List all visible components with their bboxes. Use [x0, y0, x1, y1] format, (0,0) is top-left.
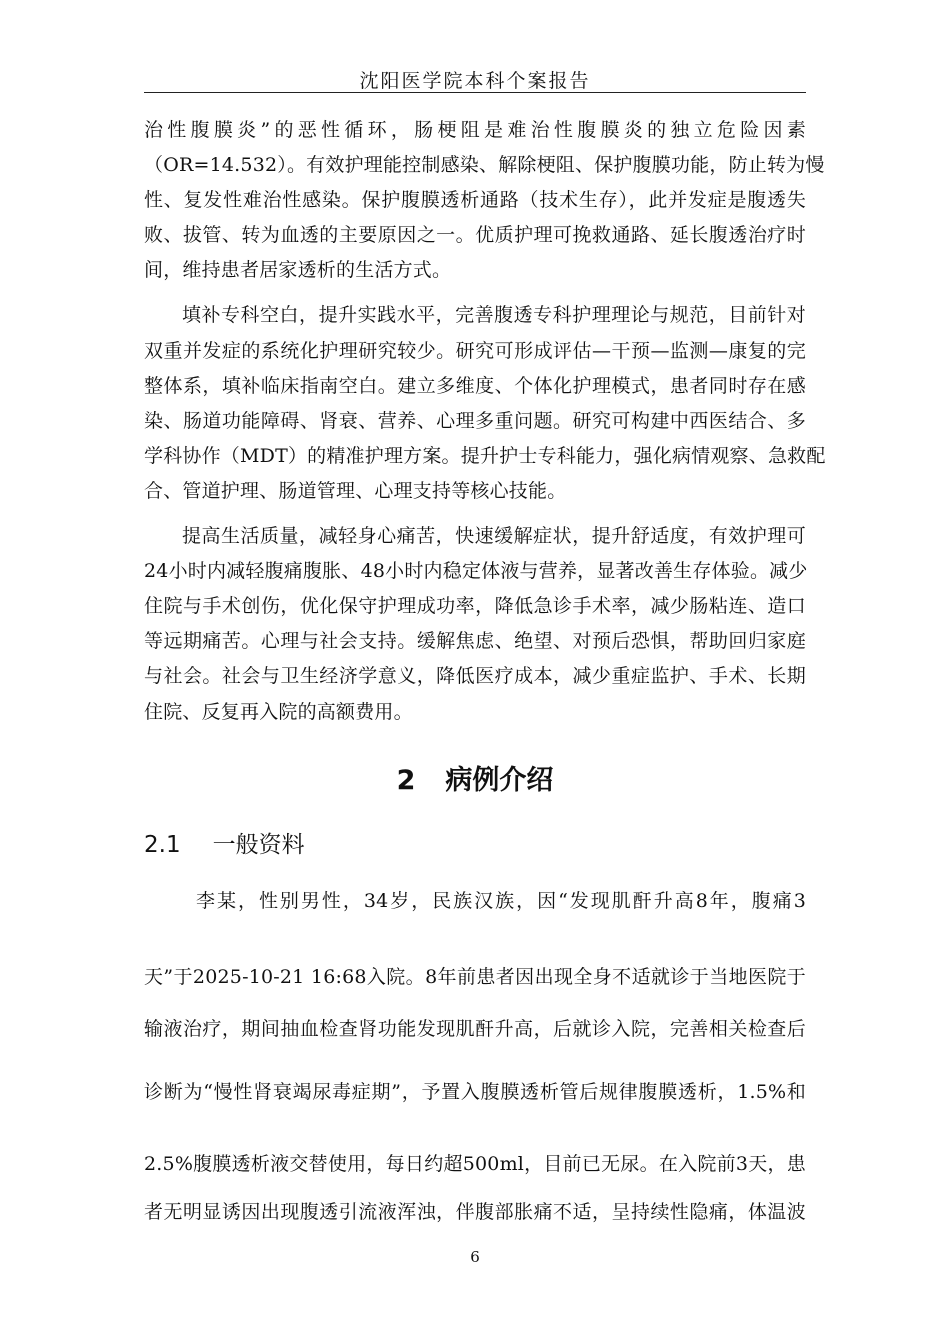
body-line: 住院与手术创伤，优化保守护理成功率，降低急诊手术率，减少肠粘连、造口: [144, 595, 806, 617]
body-line: 间，维持患者居家透析的生活方式。: [144, 259, 452, 281]
section-title: 病例介绍: [445, 765, 554, 796]
body-line: 2.5%腹膜透析液交替使用，每日约超500ml，目前已无尿。在入院前3天，患: [144, 1153, 806, 1175]
body-line: 性、复发性难治性感染。保护腹膜透析通路（技术生存），此并发症是腹透失: [144, 189, 806, 211]
body-line: （OR=14.532）。有效护理能控制感染、解除梗阻、保护腹膜功能，防止转为慢: [144, 154, 825, 176]
body-line: 诊断为“慢性肾衰竭尿毒症期”，予置入腹膜透析管后规律腹膜透析，1.5%和: [144, 1081, 806, 1103]
body-line: 败、拔管、转为血透的主要原因之一。优质护理可挽救通路、延长腹透治疗时: [144, 224, 806, 246]
header-rule: [144, 92, 806, 93]
subsection-title: 一般资料: [212, 832, 305, 858]
body-line: 与社会。社会与卫生经济学意义，降低医疗成本，减少重症监护、手术、长期: [144, 665, 806, 687]
body-line: 填补专科空白，提升实践水平，完善腹透专科护理理论与规范，目前针对: [182, 304, 806, 326]
body-line: 24小时内减轻腹痛腹胀、48小时内稳定体液与营养，显著改善生存体验。减少: [144, 560, 808, 582]
body-line: 学科协作（MDT）的精准护理方案。提升护士专科能力，强化病情观察、急救配: [144, 445, 826, 467]
body-line: 住院、反复再入院的高额费用。: [144, 701, 413, 723]
page-number: 6: [470, 1248, 480, 1266]
subsection-heading: [144, 826, 305, 859]
section-number: 2: [396, 765, 416, 796]
body-line: 染、肠道功能障碍、肾衰、营养、心理多重问题。研究可构建中西医结合、多: [144, 410, 806, 432]
body-line: 等远期痛苦。心理与社会支持。缓解焦虑、绝望、对预后恐惧，帮助回归家庭: [144, 630, 806, 652]
body-line: 天”于2025-10-21 16:68入院。8年前患者因出现全身不适就诊于当地医院于: [144, 966, 806, 988]
body-line: 整体系，填补临床指南空白。建立多维度、个体化护理模式，患者同时存在感: [144, 375, 806, 397]
body-line: 治性腹膜炎”的恶性循环，肠梗阻是难治性腹膜炎的独立危险因素: [144, 119, 806, 141]
body-line: 李某，性别男性，34岁，民族汉族，因“发现肌酐升高8年，腹痛3: [196, 890, 806, 912]
body-line: 者无明显诱因出现腹透引流液浑浊，伴腹部胀痛不适，呈持续性隐痛，体温波: [144, 1201, 806, 1223]
body-line: 合、管道护理、肠道管理、心理支持等核心技能。: [144, 480, 567, 502]
body-line: 输液治疗，期间抽血检查肾功能发现肌酐升高，后就诊入院，完善相关检查后: [144, 1018, 806, 1040]
page-header-title: 沈阳医学院本科个案报告: [359, 70, 591, 92]
section-heading: [144, 758, 806, 797]
body-line: 提高生活质量，减轻身心痛苦，快速缓解症状，提升舒适度，有效护理可: [182, 525, 806, 547]
body-line: 双重并发症的系统化护理研究较少。研究可形成评估—干预—监测—康复的完: [144, 340, 806, 362]
subsection-number: 2.1: [144, 832, 181, 858]
